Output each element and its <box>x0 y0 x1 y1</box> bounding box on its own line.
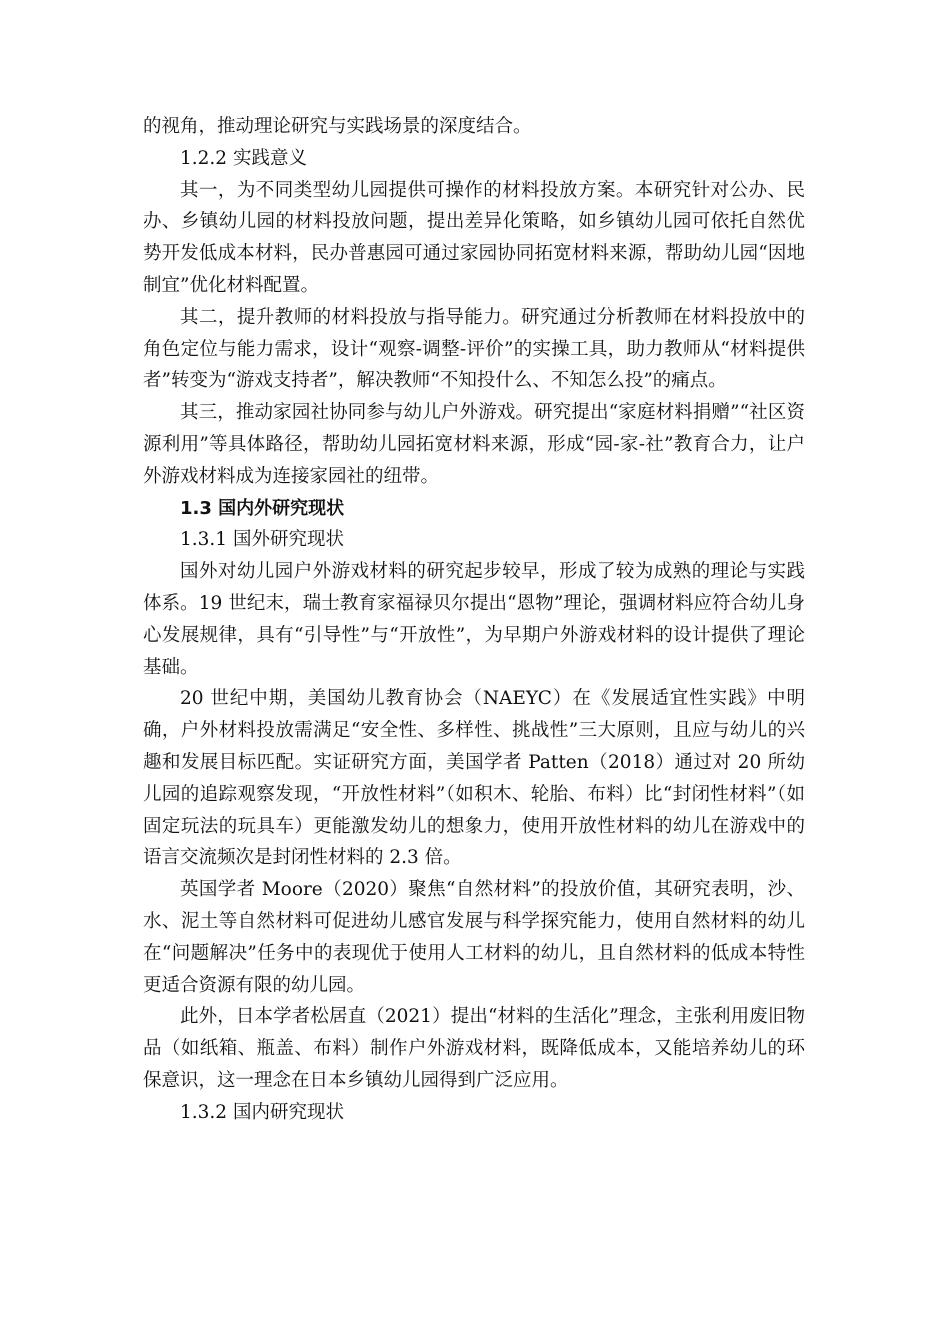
body-paragraph: 20 世纪中期，美国幼儿教育协会（NAEYC）在《发展适宜性实践》中明确，户外材料投放需满足“安全性、多样性、挑战性”三大原则，且应与幼儿的兴趣和发展目标匹配。实证研究方面，美国学者 Patten（2018）通过对 20 所幼儿园的追踪观察发现，“开放性材料”（如积木、轮胎、布料）比“封闭性材料”（如固定玩法的玩具车）更能激发幼儿的想象力，使用开放性材料的幼儿在游戏中的语言交流频次是封闭性材料的 2.3 倍。 <box>143 688 805 869</box>
continued-paragraph: 的视角，推动理论研究与实践场景的深度结合。 <box>143 116 532 137</box>
section-heading-1-3: 1.3 国内外研究现状 <box>180 497 345 519</box>
section-heading-1-3-1: 1.3.1 国外研究现状 <box>180 529 344 551</box>
body-paragraph: 其一，为不同类型幼儿园提供可操作的材料投放方案。本研究针对公办、民办、乡镇幼儿园的材料投放问题，提出差异化策略，如乡镇幼儿园可依托自然优势开发低成本材料，民办普惠园可通过家园协同拓宽材料来源，帮助幼儿园“因地制宜”优化材料配置。 <box>143 179 805 296</box>
section-heading-1-3-2: 1.3.2 国内研究现状 <box>180 1101 344 1123</box>
section-heading-1-2-2: 1.2.2 实践意义 <box>180 147 307 169</box>
body-paragraph: 英国学者 Moore（2020）聚焦“自然材料”的投放价值，其研究表明，沙、水、泥土等自然材料可促进幼儿感官发展与科学探究能力，使用自然材料的幼儿在“问题解决”任务中的表现优于使用人工材料的幼儿，且自然材料的低成本特性更适合资源有限的幼儿园。 <box>143 879 805 996</box>
body-paragraph: 此外，日本学者松居直（2021）提出“材料的生活化”理念，主张利用废旧物品（如纸箱、瓶盖、布料）制作户外游戏材料，既降低成本，又能培养幼儿的环保意识，这一理念在日本乡镇幼儿园得到广泛应用。 <box>143 1006 805 1091</box>
body-paragraph: 其三，推动家园社协同参与幼儿户外游戏。研究提出“家庭材料捐赠”“社区资源利用”等具体路径，帮助幼儿园拓宽材料来源，形成“园-家-社”教育合力，让户外游戏材料成为连接家园社的纽带。 <box>143 402 805 487</box>
body-paragraph: 其二，提升教师的材料投放与指导能力。研究通过分析教师在材料投放中的角色定位与能力需求，设计“观察-调整-评价”的实操工具，助力教师从“材料提供者”转变为“游戏支持者”，解决教师“不知投什么、不知怎么投”的痛点。 <box>143 306 805 392</box>
page-content <box>143 111 805 1129</box>
body-paragraph: 国外对幼儿园户外游戏材料的研究起步较早，形成了较为成熟的理论与实践体系。19 世纪末，瑞士教育家福禄贝尔提出“恩物”理论，强调材料应符合幼儿身心发展规律，具有“引导性”与“开放性”，为早期户外游戏材料的设计提供了理论基础。 <box>143 561 805 678</box>
